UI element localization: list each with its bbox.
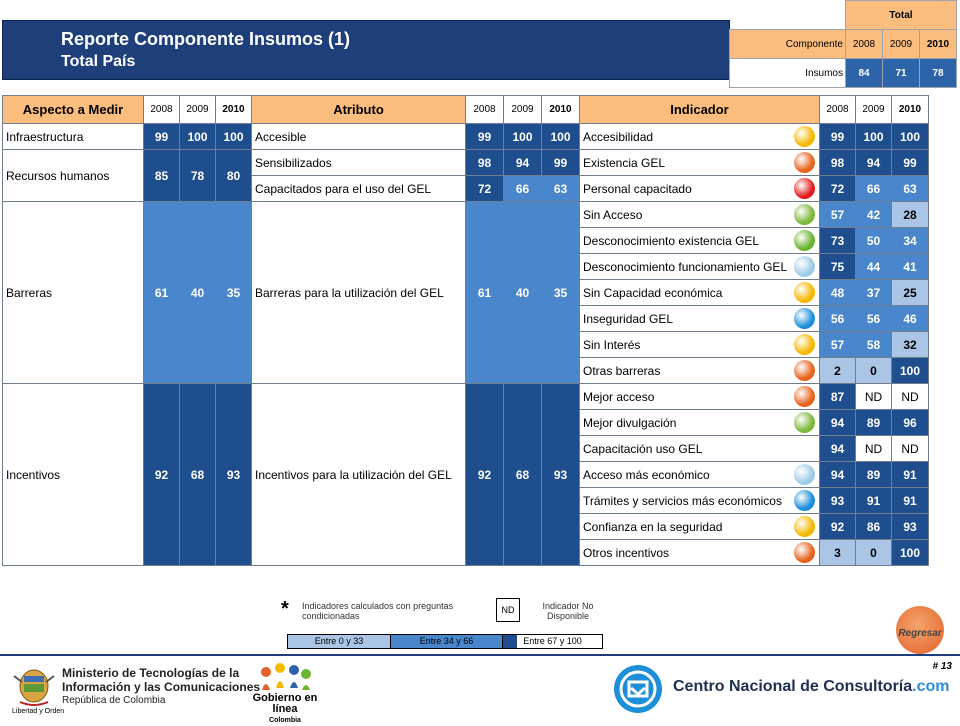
attribute-value: 72	[466, 176, 504, 202]
indicator-value: 96	[892, 410, 929, 436]
attribute-value: 98	[466, 150, 504, 176]
indicator-name	[580, 462, 820, 488]
indicator-label: Capacitación uso GEL	[583, 441, 703, 456]
gel-brand: Gobierno en línea Colombia	[252, 692, 318, 724]
indicator-label: Sin Interés	[583, 337, 641, 352]
aspect-value: 78	[180, 150, 216, 202]
status-dot-icon	[794, 386, 815, 407]
indicator-value: 44	[856, 254, 892, 280]
indicator-name	[580, 358, 820, 384]
table-row	[3, 124, 929, 150]
attribute-value: 35	[542, 202, 580, 384]
indicator-name	[580, 540, 820, 566]
indicator-value: 58	[856, 332, 892, 358]
indicator-label: Mejor divulgación	[583, 415, 677, 430]
col-aspecto-header: Aspecto a Medir	[3, 96, 144, 124]
indicator-value: 93	[892, 514, 929, 540]
indicator-name	[580, 332, 820, 358]
indicator-value: 72	[820, 176, 856, 202]
indicator-name	[580, 488, 820, 514]
indicator-value: 34	[892, 228, 929, 254]
aspect-value: 85	[144, 150, 180, 202]
indicator-value: ND	[856, 384, 892, 410]
attribute-value: 94	[504, 150, 542, 176]
col-year: 2009	[856, 96, 892, 124]
indicator-label: Confianza en la seguridad	[583, 519, 723, 534]
status-dot-icon	[794, 282, 815, 303]
attribute-value: 100	[504, 124, 542, 150]
indicator-value: 94	[820, 410, 856, 436]
indicator-value: 56	[820, 306, 856, 332]
indicator-value: 48	[820, 280, 856, 306]
attribute-name: Sensibilizados	[252, 150, 466, 176]
summary-table	[729, 0, 957, 88]
indicator-value: 93	[820, 488, 856, 514]
status-dot-icon	[794, 490, 815, 511]
indicator-value: 98	[820, 150, 856, 176]
indicator-value: 87	[820, 384, 856, 410]
indicator-value: 94	[856, 150, 892, 176]
col-year: 2010	[542, 96, 580, 124]
attribute-value: 68	[504, 384, 542, 566]
indicator-value: 63	[892, 176, 929, 202]
table-row	[3, 202, 929, 228]
indicator-label: Otras barreras	[583, 363, 661, 378]
summary-value: 78	[920, 59, 957, 88]
attribute-name: Barreras para la utilización del GEL	[252, 202, 466, 384]
status-dot-icon	[794, 230, 815, 251]
report-title: Reporte Componente Insumos (1)	[61, 29, 351, 49]
aspect-value: 80	[216, 150, 252, 202]
indicator-value: 86	[856, 514, 892, 540]
indicator-value: 0	[856, 358, 892, 384]
status-dot-icon	[794, 516, 815, 537]
indicator-name	[580, 280, 820, 306]
indicator-label: Sin Acceso	[583, 207, 643, 222]
indicator-value: 28	[892, 202, 929, 228]
status-dot-icon	[794, 360, 815, 381]
indicator-name	[580, 436, 820, 462]
asterisk-marker: *	[281, 598, 289, 620]
indicator-value: 57	[820, 202, 856, 228]
back-button-label: Regresar	[898, 628, 942, 639]
cnc-logo-icon	[613, 664, 663, 714]
status-dot-icon	[794, 178, 815, 199]
attribute-name: Accesible	[252, 124, 466, 150]
range-mid: Entre 34 y 66	[390, 635, 502, 648]
indicator-value: 32	[892, 332, 929, 358]
indicator-label: Desconocimiento funcionamiento GEL	[583, 259, 788, 274]
summary-value: 71	[883, 59, 920, 88]
status-dot-icon	[794, 464, 815, 485]
col-year: 2009	[180, 96, 216, 124]
page-number: # 13	[932, 661, 952, 672]
attribute-value: 99	[466, 124, 504, 150]
aspect-value: 35	[216, 202, 252, 384]
aspect-value: 100	[216, 124, 252, 150]
col-year: 2008	[466, 96, 504, 124]
indicator-value: 91	[892, 488, 929, 514]
indicator-label: Inseguridad GEL	[583, 311, 674, 326]
summary-year: 2008	[846, 30, 883, 59]
indicator-label: Sin Capacidad económica	[583, 285, 723, 300]
summary-component-header: Componente	[730, 30, 846, 59]
indicator-name	[580, 254, 820, 280]
aspect-name: Barreras	[3, 202, 144, 384]
indicator-value: ND	[892, 436, 929, 462]
range-high: Entre 67 y 100	[502, 635, 602, 648]
aspect-value: 99	[144, 124, 180, 150]
status-dot-icon	[794, 412, 815, 433]
range-legend	[287, 634, 603, 649]
indicator-value: 56	[856, 306, 892, 332]
indicator-label: Acceso más económico	[583, 467, 710, 482]
status-dot-icon	[794, 152, 815, 173]
indicator-value: ND	[856, 436, 892, 462]
back-button[interactable]	[896, 606, 944, 654]
indicator-value: 99	[892, 150, 929, 176]
indicator-value: 91	[892, 462, 929, 488]
indicator-name	[580, 176, 820, 202]
indicator-value: 42	[856, 202, 892, 228]
status-dot-icon	[794, 308, 815, 329]
indicator-name	[580, 202, 820, 228]
status-dot-icon	[794, 334, 815, 355]
summary-row-label: Insumos	[730, 59, 846, 88]
summary-total-header: Total	[846, 1, 957, 30]
summary-year: 2010	[920, 30, 957, 59]
indicator-value: 100	[856, 124, 892, 150]
col-year: 2010	[216, 96, 252, 124]
col-atributo-header: Atributo	[252, 96, 466, 124]
indicator-name	[580, 384, 820, 410]
indicator-name	[580, 306, 820, 332]
indicator-value: 66	[856, 176, 892, 202]
indicator-value: 75	[820, 254, 856, 280]
nd-note: Indicador No Disponible	[542, 601, 594, 621]
indicator-label: Accesibilidad	[583, 129, 654, 144]
aspect-value: 40	[180, 202, 216, 384]
attribute-value: 92	[466, 384, 504, 566]
footer-divider	[0, 654, 960, 656]
attribute-value: 93	[542, 384, 580, 566]
col-indicador-header: Indicador	[580, 96, 820, 124]
indicator-value: 100	[892, 358, 929, 384]
indicator-value: 0	[856, 540, 892, 566]
attribute-name: Incentivos para la utilización del GEL	[252, 384, 466, 566]
attribute-value: 61	[466, 202, 504, 384]
col-year: 2008	[820, 96, 856, 124]
status-dot-icon	[794, 542, 815, 563]
indicator-value: 100	[892, 124, 929, 150]
indicator-value: 100	[892, 540, 929, 566]
indicator-value: 41	[892, 254, 929, 280]
indicator-value: 2	[820, 358, 856, 384]
indicator-name	[580, 124, 820, 150]
table-body	[3, 124, 929, 566]
table-row	[3, 150, 929, 176]
summary-value: 84	[846, 59, 883, 88]
status-dot-icon	[794, 204, 815, 225]
indicator-value: 89	[856, 462, 892, 488]
attribute-value: 99	[542, 150, 580, 176]
indicator-value: 91	[856, 488, 892, 514]
attribute-value: 63	[542, 176, 580, 202]
indicator-value: 57	[820, 332, 856, 358]
indicator-label: Mejor acceso	[583, 389, 655, 404]
indicator-value: 73	[820, 228, 856, 254]
indicator-label: Existencia GEL	[583, 155, 666, 170]
aspect-value: 92	[144, 384, 180, 566]
main-report-table	[2, 95, 929, 566]
aspect-name: Infraestructura	[3, 124, 144, 150]
indicator-value: 25	[892, 280, 929, 306]
status-dot-icon	[794, 126, 815, 147]
aspect-value: 61	[144, 202, 180, 384]
ministry-motto: Libertad y Orden	[12, 708, 65, 715]
ministry-name: Ministerio de Tecnologías de la Información y las Comunicaciones República de Colombia	[62, 666, 261, 706]
indicator-value: 3	[820, 540, 856, 566]
attribute-value: 100	[542, 124, 580, 150]
indicator-label: Trámites y servicios más económicos	[583, 493, 782, 508]
status-dot-icon	[794, 256, 815, 277]
aspect-value: 93	[216, 384, 252, 566]
indicator-value: 46	[892, 306, 929, 332]
indicator-value: 89	[856, 410, 892, 436]
indicator-value: 92	[820, 514, 856, 540]
attribute-value: 66	[504, 176, 542, 202]
aspect-value: 100	[180, 124, 216, 150]
indicator-value: 94	[820, 462, 856, 488]
indicator-name	[580, 410, 820, 436]
attribute-value: 40	[504, 202, 542, 384]
col-year: 2009	[504, 96, 542, 124]
range-low: Entre 0 y 33	[288, 635, 390, 648]
indicator-name	[580, 514, 820, 540]
indicator-name	[580, 228, 820, 254]
indicator-value: ND	[892, 384, 929, 410]
indicator-value: 94	[820, 436, 856, 462]
indicator-label: Otros incentivos	[583, 545, 670, 560]
nd-box: ND	[496, 598, 520, 622]
aspect-name: Recursos humanos	[3, 150, 144, 202]
title-band	[2, 20, 730, 80]
report-subtitle: Total País	[61, 53, 136, 70]
indicator-value: 99	[820, 124, 856, 150]
indicator-name	[580, 150, 820, 176]
aspect-name: Incentivos	[3, 384, 144, 566]
summary-year: 2009	[883, 30, 920, 59]
col-year: 2010	[892, 96, 929, 124]
indicator-value: 50	[856, 228, 892, 254]
asterisk-note: Indicadores calculados con preguntas condicionadas	[302, 601, 454, 621]
cnc-brand: Centro Nacional de Consultoría.com	[673, 678, 950, 695]
table-row	[3, 384, 929, 410]
indicator-label: Personal capacitado	[583, 181, 692, 196]
aspect-value: 68	[180, 384, 216, 566]
col-year: 2008	[144, 96, 180, 124]
indicator-value: 37	[856, 280, 892, 306]
attribute-name: Capacitados para el uso del GEL	[252, 176, 466, 202]
indicator-label: Desconocimiento existencia GEL	[583, 233, 760, 248]
